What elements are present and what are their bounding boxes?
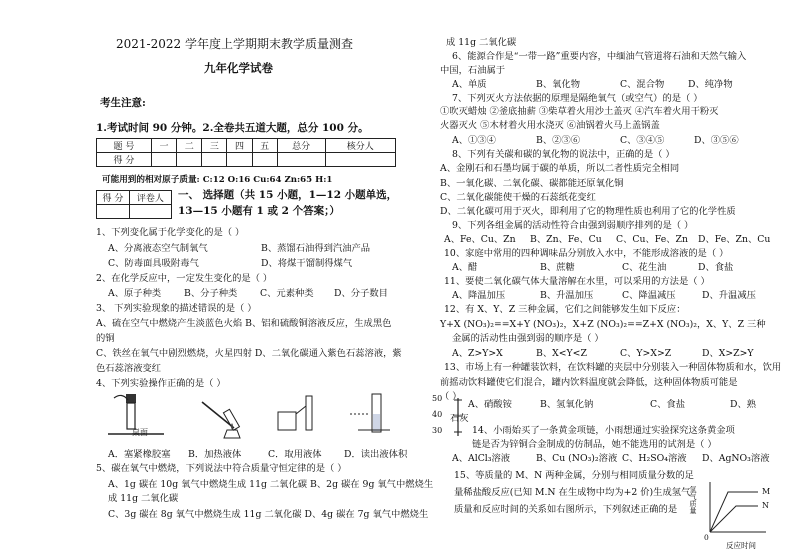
table-label: 桌面 [132,428,148,437]
score-table-row [97,139,396,153]
option: B、升温加压 [540,290,594,301]
reading-figure [342,392,402,442]
question-11: 11、要使二氧化碳气体大量溶解在水里，可以采用的方法是（ ） [444,276,710,287]
score-cell: 题 号 [97,139,152,153]
question-6-cont: 中国，石油属于 [440,65,506,76]
option: C、Y>X>Z [620,348,672,359]
question-1: 1、下列变化属于化学变化的是（ ） [96,227,245,238]
option: D、升温减压 [702,290,756,301]
grader-cell [129,205,171,219]
question-14-cont: 链是否为锌铜合金制成的仿制品，她不能选用的试剂是（ ） [472,439,717,450]
option: A、降温加压 [452,290,506,301]
option: B、Zn、Fe、Cu [530,234,602,245]
option: B、Cu (NO₃)₂溶液 [536,453,618,464]
option: D、Fe、Zn、Cu [698,234,771,245]
score-cell [252,153,277,167]
option: B、氧化物 [536,79,581,90]
option-cont: 成 11g 二氧化碳 [108,493,179,504]
option: B、氢氧化钠 [540,399,594,410]
option: A、①③④ [452,135,496,146]
exam-title: 2021-2022 学年度上学期期末教学质量测查 [116,37,353,51]
option: C．取用液体 [268,449,322,460]
option: A、Fe、Cu、Zn [444,234,516,245]
option: D、③⑤⑥ [694,135,739,146]
option: B、②③⑥ [536,135,581,146]
option: A、硫在空气中燃烧产生淡蓝色火焰 B、铝和硫酸铜溶液反应，生成黑色 [96,318,392,329]
question-15-cont: 量稀盐酸反应(已知 M.N 在生成物中均为+2 价)生成氢气 [454,487,691,498]
option: D、二氧化碳可用于灭火，即利用了它的物理性质也利用了它的化学性质 [440,206,736,217]
question-3: 3、 下列实验现象的描述错误的是（ ） [96,303,257,314]
graph-xlabel: 反应时间 [726,541,756,550]
option: B、蔗糖 [540,262,575,273]
option: B、X<Y<Z [536,348,587,359]
option: C、③④⑤ [620,135,665,146]
grader-cell: 得 分 [97,191,130,205]
question-12-reaction: Y+X (NO₃)₂==X+Y (NO₃)₂，X+Z (NO₃)₂==Z+X (NO₃)₂，X、Y、Z 三种 [440,319,766,330]
option-cont: 石灰 [450,413,469,424]
score-cell: 三 [202,139,227,153]
option: B、分子种类 [184,288,238,299]
score-cell: 得 分 [97,153,152,167]
option: D、纯净物 [688,79,733,90]
score-cell: 二 [177,139,202,153]
option: A、醋 [452,262,478,273]
atomic-masses: 可能用到的相对原子质量: C:12 O:16 Cu:64 Zn:65 H:1 [102,175,333,185]
series-m-line [710,492,758,532]
question-13-paren: （ ） [440,391,462,402]
question-2: 2、在化学反应中，一定发生变化的是（ ） [96,273,273,284]
option: A、原子种类 [108,288,162,299]
beaker [278,412,296,430]
section1-heading: 一、 选择题（共 15 小题，1—12 小题单选， [178,189,398,201]
score-cell: 核分人 [325,139,395,153]
question-13: 13、市场上有一种罐装饮料，在饮料罐的夹层中分别装入一种固体物质和水，饮用 [444,362,782,373]
option: C、混合物 [620,79,665,90]
option: C、花生油 [622,262,667,273]
score-cell [177,153,202,167]
score-cell [277,153,325,167]
option: D．读出液体积 [344,449,408,460]
tick-label: 40 [432,410,443,419]
notes-line: 1.考试时间 90 分钟。2.全卷共五道大题，总分 100 分。 [96,122,369,134]
option: C、铁丝在氧气中剧烈燃烧，火星四射 D、二氧化碳通入紫色石蕊溶液，紫 [96,348,402,359]
option: D、分子数目 [334,288,388,299]
grader-cell [97,205,130,219]
option: C、食盐 [650,399,686,410]
option: C、元素种类 [260,288,314,299]
option: D、AgNO₃溶液 [702,453,770,464]
series-n-line [710,506,758,532]
graduated-cylinder [306,396,312,430]
score-cell [227,153,252,167]
question-10: 10、家庭中常用的四种调味品分别放入水中，不能形成溶液的是（ ） [444,248,729,259]
graph-origin: 0 [704,533,709,542]
alcohol-lamp [224,430,240,438]
grader-row [97,205,172,219]
question-12: 12、有 X、Y、Z 三种金属，它们之间能够发生如下反应： [444,304,686,315]
option: D、X>Z>Y [702,348,754,359]
question-13-cont: 前摇动饮料罐使它们混合，罐内饮料温度就会降低，这种固体物质可能是 [440,377,738,388]
score-cell [202,153,227,167]
option-cont: 色石蕊溶液变红 [96,363,162,374]
option: A、AlCl₃溶液 [452,453,511,464]
option: A、单质 [452,79,487,90]
question-8: 8、下列有关碳和碳的氧化物的说法中，正确的是（ ） [452,149,675,160]
score-cell: 一 [151,139,176,153]
score-cell: 总分 [277,139,325,153]
question-15-cont: 质量和反应时间的关系如右图所示，下列叙述正确的是 [454,504,678,515]
graph-ylabel: 氢气质量 [689,486,697,514]
option: A、分离液态空气制氧气 [108,243,208,254]
question-9: 9、下列各组金属的活动性符合由强到弱顺序排列的是（ ） [452,220,694,231]
pour-stream [296,406,306,414]
question-15: 15、等质量的 M、N 两种金属，分别与相同质量分数的足 [454,470,694,481]
option: C、H₂SO₄溶液 [622,453,687,464]
option: D、食盐 [698,262,734,273]
tick-label: 50 [432,394,443,403]
option: A、Z>Y>X [452,348,503,359]
option: C、二氧化碳能使干燥的石蕊纸花变红 [440,192,596,203]
score-table [96,138,396,167]
score-cell: 五 [252,139,277,153]
question-4: 4、下列实验操作正确的是（ ） [96,378,226,389]
section1-heading-2: 13—15 小题有 1 或 2 个答案；） [178,205,340,217]
hydrogen-graph [696,478,771,540]
grader-row [97,191,172,205]
liquid-level [373,414,380,431]
score-cell [151,153,176,167]
option: C、Cu、Fe、Zn [616,234,688,245]
option: A、1g 碳在 10g 氧气中燃烧生成 11g 二氧化碳 B、2g 碳在 9g 氧气中燃烧生 [108,479,434,490]
question-14: 14、小雨始买了一条黄金项链，小雨想通过实验探究这条黄金项 [472,425,735,436]
option: B、一氧化碳、二氧化碳、碳都能还原氧化铜 [440,178,624,189]
grader-cell: 评卷人 [129,191,171,205]
option-cont: 的铜 [96,333,115,344]
pouring-figure [272,392,332,442]
option: D、熟 [730,399,757,410]
question-7-items-cont: 火器灭火 ⑤木材着火用水浇灭 ⑥油锅着火马上盖锅盖 [440,120,660,131]
question-12-cont: 金属的活动性由强到弱的顺序是（ ） [452,333,604,344]
option: B、蒸馏石油得到汽油产品 [261,243,371,254]
heating-figure [194,392,254,442]
option: C、3g 碳在 8g 氧气中燃烧生成 11g 二氧化碳 D、4g 碳在 7g 氧气中燃烧生 [108,509,429,520]
score-table-row [97,153,396,167]
option: C、降温减压 [622,290,676,301]
score-cell [325,153,395,167]
question-6: 6、能源合作是“一带一路”重要内容，中缅油气管道将石油和天然气输入 [452,51,747,62]
option: A、金刚石和石墨均属于碳的单质，所以二者性质完全相同 [440,163,680,174]
test-tube [127,403,135,429]
series-label-n: N [762,501,769,510]
exam-subtitle: 九年化学试卷 [204,61,273,75]
grader-table [96,190,172,219]
option: C、防毒面具吸附毒气 [108,258,199,269]
option: A．塞紧橡胶塞 [108,449,171,460]
option: D、将煤干馏制得煤气 [261,258,353,269]
question-7-items: ①吹灭蜡烛 ②釜底抽薪 ③柴草着火用沙土盖灭 ④汽车着火用干粉灭 [440,106,719,117]
q5-continuation: 成 11g 二氧化碳 [446,37,517,48]
question-5: 5、碳在氧气中燃烧，下列说法中符合质量守恒定律的是（ ） [96,463,347,474]
score-cell: 四 [227,139,252,153]
tick-label: 30 [432,426,443,435]
tube-holder [202,402,234,428]
option: B．加热液体 [188,449,242,460]
hand-outline [114,395,128,400]
option: A、硝酸铵 [468,399,512,410]
notes-heading: 考生注意: [100,97,146,109]
question-7: 7、下列灭火方法依据的原理是隔绝氧气（或空气）的是（ ） [452,93,703,104]
series-label-m: M [762,487,771,496]
